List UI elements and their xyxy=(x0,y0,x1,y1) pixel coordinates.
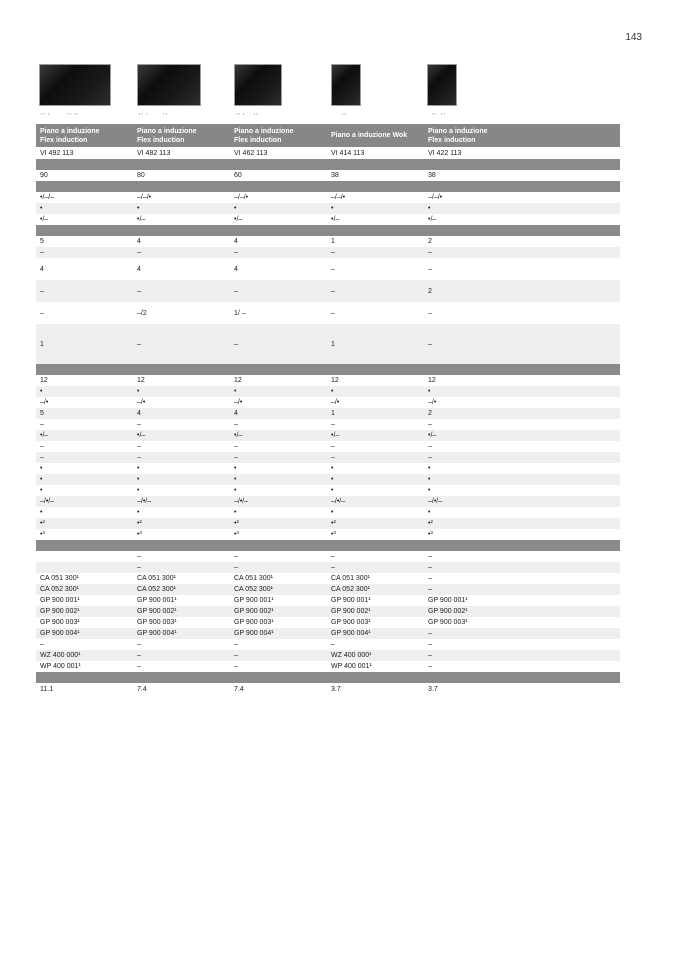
table-cell: •/– xyxy=(36,430,133,441)
table-cell: – xyxy=(133,562,230,573)
table-row xyxy=(36,452,620,463)
table-cell: •³ xyxy=(137,531,142,538)
table-cell: 80 xyxy=(137,172,145,179)
table-cell: • xyxy=(137,509,140,516)
table-row xyxy=(36,628,620,639)
table-row xyxy=(36,639,620,650)
table-cell: – xyxy=(137,421,141,428)
table-cell: •³ xyxy=(331,531,336,538)
table-cell: –/• xyxy=(137,399,146,406)
table-cell: – xyxy=(36,247,133,258)
table-cell: •² xyxy=(230,518,327,529)
table-cell: 12 xyxy=(40,377,48,384)
table-cell: • xyxy=(428,509,431,516)
table-cell: GP 900 002¹ xyxy=(327,606,424,617)
table-row xyxy=(36,375,620,386)
product-name: Piano a induzione Flex induction xyxy=(36,124,133,147)
table-cell: 12 xyxy=(137,377,145,384)
table-row xyxy=(36,419,620,430)
table-cell: GP 900 003¹ xyxy=(234,619,274,626)
table-cell: • xyxy=(327,203,424,214)
table-row xyxy=(36,408,620,419)
table-cell: – xyxy=(133,452,230,463)
table-cell: •/– xyxy=(327,430,424,441)
table-row xyxy=(36,430,620,441)
table-cell: – xyxy=(234,553,238,560)
cooktop-image xyxy=(234,64,282,106)
table-cell: WZ 400 000¹ xyxy=(36,650,133,661)
table-cell: – xyxy=(428,663,432,670)
table-cell: – xyxy=(424,584,620,595)
table-cell: 38 xyxy=(428,172,436,179)
page-number: 143 xyxy=(625,32,642,43)
table-cell: GP 900 001¹ xyxy=(137,597,177,604)
table-cell: 2 xyxy=(424,408,620,419)
table-cell: WZ 400 000¹ xyxy=(327,650,424,661)
table-cell: • xyxy=(133,386,230,397)
product-name-header-row xyxy=(36,124,620,147)
table-cell: – xyxy=(230,247,327,258)
table-cell: GP 900 002¹ xyxy=(424,606,620,617)
table-cell: 5 xyxy=(36,408,133,419)
table-cell: – xyxy=(36,280,133,302)
table-cell: 4 xyxy=(40,265,44,273)
control-marks: ▪▪ ▪ ▪▪ xyxy=(236,111,259,116)
table-cell: 1 xyxy=(331,238,335,245)
table-row xyxy=(36,192,620,203)
table-cell: – xyxy=(230,452,327,463)
table-cell: 2 xyxy=(424,280,620,302)
table-cell: • xyxy=(230,386,327,397)
table-row xyxy=(36,584,620,595)
table-row xyxy=(36,551,620,562)
table-cell: – xyxy=(331,443,335,450)
table-cell: 7.4 xyxy=(234,686,244,693)
table-cell: – xyxy=(36,452,133,463)
table-row xyxy=(36,683,620,696)
table-cell: – xyxy=(327,280,424,302)
table-cell: WP 400 001¹ xyxy=(40,663,81,670)
table-cell: – xyxy=(331,641,335,648)
table-cell: • xyxy=(230,203,327,214)
table-cell: –/•/– xyxy=(327,496,424,507)
table-cell: GP 900 004¹ xyxy=(133,628,230,639)
table-row xyxy=(36,606,620,617)
table-row xyxy=(36,280,620,302)
table-cell: CA 051 300¹ xyxy=(331,575,370,582)
table-cell: – xyxy=(428,553,432,560)
table-cell: – xyxy=(133,280,230,302)
cooktop-image xyxy=(39,64,111,106)
table-cell: – xyxy=(137,663,141,670)
table-cell: •/– xyxy=(137,216,146,223)
section-divider xyxy=(36,540,620,551)
section-divider xyxy=(36,672,620,683)
table-cell: GP 900 003¹ xyxy=(40,619,80,626)
control-marks: ▪▪ xyxy=(342,111,347,116)
cooktop-image xyxy=(137,64,201,106)
section-divider xyxy=(36,159,620,170)
table-cell: •/– xyxy=(424,430,620,441)
table-cell: 12 xyxy=(331,377,339,384)
table-cell: – xyxy=(40,309,44,317)
product-image-2 xyxy=(137,64,201,116)
product-images xyxy=(36,64,620,120)
table-cell: 5 xyxy=(40,238,44,245)
table-cell: – xyxy=(331,309,335,317)
table-row xyxy=(36,386,620,397)
table-cell: 90 xyxy=(40,172,48,179)
product-image-3 xyxy=(234,64,282,116)
table-row xyxy=(36,441,620,452)
table-cell: – xyxy=(327,452,424,463)
table-cell: CA 052 300¹ xyxy=(327,584,424,595)
table-cell: • xyxy=(234,487,237,494)
table-row xyxy=(36,595,620,606)
table-cell: 4 xyxy=(230,408,327,419)
table-cell: 38 xyxy=(331,172,339,179)
table-cell: CA 052 300¹ xyxy=(36,584,133,595)
table-row xyxy=(36,617,620,628)
table-row xyxy=(36,258,620,280)
table-cell: – xyxy=(428,641,432,648)
table-cell: • xyxy=(331,465,334,472)
table-cell: •/– xyxy=(331,216,340,223)
table-cell: – xyxy=(234,443,238,450)
table-row xyxy=(36,507,620,518)
table-cell: 4 xyxy=(137,238,141,245)
table-cell: – xyxy=(40,443,44,450)
table-cell: –/2 xyxy=(137,309,147,317)
table-row xyxy=(36,302,620,324)
table-cell: • xyxy=(327,474,424,485)
table-cell: – xyxy=(133,650,230,661)
table-cell: • xyxy=(234,465,237,472)
table-cell: GP 900 003¹ xyxy=(331,619,371,626)
table-cell: – xyxy=(230,324,327,364)
table-row xyxy=(36,661,620,672)
model-number: VI 492 113 xyxy=(40,149,74,157)
table-cell: – xyxy=(40,641,44,648)
table-cell: 60 xyxy=(234,172,242,179)
table-cell: CA 051 300¹ xyxy=(40,575,79,582)
model-number: VI 422 113 xyxy=(428,149,462,157)
section-divider-bar xyxy=(36,181,620,192)
product-image-5 xyxy=(427,64,457,116)
table-cell: •/– xyxy=(234,216,243,223)
table-cell: GP 900 003¹ xyxy=(428,619,468,626)
table-cell: – xyxy=(424,650,620,661)
cooktop-image xyxy=(331,64,361,106)
table-cell: – xyxy=(424,628,620,639)
table-cell: 3.7 xyxy=(331,686,341,693)
product-image-1 xyxy=(39,64,111,116)
table-cell: 12 xyxy=(234,377,242,384)
table-cell: •/– xyxy=(133,430,230,441)
table-cell: • xyxy=(331,509,334,516)
product-image-4 xyxy=(331,64,361,116)
table-cell: GP 900 002¹ xyxy=(230,606,327,617)
table-row xyxy=(36,203,620,214)
table-cell: • xyxy=(424,386,620,397)
table-cell: • xyxy=(424,474,620,485)
section-divider-bar xyxy=(36,540,620,551)
table-cell: – xyxy=(327,562,424,573)
table-cell: –/•/– xyxy=(133,496,230,507)
table-cell: – xyxy=(137,443,141,450)
table-cell: • xyxy=(424,203,620,214)
table-cell: 1 xyxy=(327,324,424,364)
table-cell: –/–/• xyxy=(428,194,443,201)
table-cell: CA 052 300¹ xyxy=(230,584,327,595)
control-marks: ▪▪ ▪ ▪▪ xyxy=(139,111,168,116)
table-cell: • xyxy=(428,465,431,472)
model-number: VI 482 113 xyxy=(137,149,171,157)
table-cell: CA 051 300¹ xyxy=(234,575,273,582)
table-cell: – xyxy=(331,421,335,428)
table-row xyxy=(36,214,620,225)
table-cell: 4 xyxy=(133,408,230,419)
table-cell: – xyxy=(331,265,335,273)
table-cell: – xyxy=(428,443,432,450)
table-cell: GP 900 004¹ xyxy=(36,628,133,639)
table-cell: • xyxy=(133,203,230,214)
section-divider-bar xyxy=(36,225,620,236)
table-cell: GP 900 004¹ xyxy=(327,628,424,639)
section-divider-bar xyxy=(36,364,620,375)
table-cell: –/• xyxy=(234,399,243,406)
table-cell: – xyxy=(230,650,327,661)
table-cell: –/•/– xyxy=(424,496,620,507)
table-cell: – xyxy=(40,421,44,428)
table-cell: 4 xyxy=(137,265,141,273)
table-cell: –/• xyxy=(331,399,340,406)
table-cell: –/• xyxy=(428,399,437,406)
table-cell: • xyxy=(137,487,140,494)
table-cell: GP 900 002¹ xyxy=(133,606,230,617)
product-name: Piano a induzione Flex induction xyxy=(133,124,230,147)
table-cell: – xyxy=(230,280,327,302)
table-cell: •² xyxy=(36,518,133,529)
table-cell: •/– xyxy=(40,216,49,223)
table-row xyxy=(36,496,620,507)
table-cell: –/• xyxy=(40,399,49,406)
table-cell: –/•/– xyxy=(36,496,133,507)
table-cell: 7.4 xyxy=(137,686,147,693)
table-cell: • xyxy=(327,386,424,397)
section-divider xyxy=(36,364,620,375)
table-cell: –/–/• xyxy=(331,194,346,201)
table-cell: •³ xyxy=(40,531,45,538)
table-cell: 4 xyxy=(234,238,238,245)
section-divider-bar xyxy=(36,159,620,170)
table-cell: – xyxy=(424,562,620,573)
table-cell: •/– xyxy=(230,430,327,441)
table-row xyxy=(36,463,620,474)
control-marks: ▪▪ ▪▪ xyxy=(432,111,446,116)
table-row xyxy=(36,247,620,258)
table-cell: • xyxy=(137,465,140,472)
table-cell: 11.1 xyxy=(40,686,54,693)
table-cell: GP 900 003¹ xyxy=(137,619,177,626)
table-row xyxy=(36,474,620,485)
table-cell: • xyxy=(234,509,237,516)
table-cell: –/•/– xyxy=(230,496,327,507)
table-cell: GP 900 004¹ xyxy=(230,628,327,639)
table-cell: GP 900 001¹ xyxy=(234,597,274,604)
table-cell: 1 xyxy=(327,408,424,419)
table-row xyxy=(36,518,620,529)
table-cell: – xyxy=(137,641,141,648)
table-cell: – xyxy=(428,575,432,582)
table-cell: • xyxy=(331,487,334,494)
table-cell: •² xyxy=(424,518,620,529)
table-cell: 4 xyxy=(234,265,238,273)
table-cell: – xyxy=(428,421,432,428)
model-number-row xyxy=(36,147,620,159)
product-name: Piano a induzione Flex induction xyxy=(230,124,327,147)
table-cell: – xyxy=(428,309,432,317)
table-cell: • xyxy=(36,203,133,214)
table-cell: CA 052 300¹ xyxy=(133,584,230,595)
table-cell: • xyxy=(36,386,133,397)
table-cell: •² xyxy=(133,518,230,529)
table-cell: •² xyxy=(327,518,424,529)
table-cell: – xyxy=(424,247,620,258)
spec-table xyxy=(36,124,620,696)
table-cell: – xyxy=(133,247,230,258)
product-name: Piano a induzione Flex induction xyxy=(424,124,620,147)
table-cell: – xyxy=(327,247,424,258)
table-cell: GP 900 001¹ xyxy=(331,597,371,604)
table-cell: –/–/• xyxy=(234,194,249,201)
table-row xyxy=(36,324,620,364)
table-cell: • xyxy=(40,509,43,516)
product-name: Piano a induzione Wok xyxy=(327,124,424,147)
table-cell: – xyxy=(234,641,238,648)
table-cell: – xyxy=(133,324,230,364)
table-cell: •/– xyxy=(428,216,437,223)
table-cell: 12 xyxy=(428,377,436,384)
table-cell: • xyxy=(428,487,431,494)
table-cell xyxy=(36,562,133,573)
table-row xyxy=(36,529,620,540)
section-divider-bar xyxy=(36,672,620,683)
table-cell: – xyxy=(230,562,327,573)
table-cell: –/–/• xyxy=(137,194,152,201)
table-row xyxy=(36,562,620,573)
table-row xyxy=(36,573,620,584)
section-divider xyxy=(36,225,620,236)
table-cell: – xyxy=(424,452,620,463)
table-cell: WP 400 001¹ xyxy=(331,663,372,670)
table-cell: – xyxy=(424,324,620,364)
table-cell: • xyxy=(36,474,133,485)
table-row xyxy=(36,397,620,408)
table-cell: CA 051 300¹ xyxy=(137,575,176,582)
table-cell: 2 xyxy=(428,238,432,245)
section-divider xyxy=(36,181,620,192)
table-cell: • xyxy=(40,465,43,472)
table-cell: – xyxy=(234,421,238,428)
table-cell: – xyxy=(428,265,432,273)
table-cell: – xyxy=(331,553,335,560)
table-row xyxy=(36,170,620,181)
table-cell: GP 900 001¹ xyxy=(428,597,468,604)
control-marks: ▪▪ ▪ ▪▪ ▪▪ xyxy=(41,111,80,116)
cooktop-image xyxy=(427,64,457,106)
table-cell: • xyxy=(230,474,327,485)
table-cell: •/–/– xyxy=(40,194,55,201)
model-number: VI 462 113 xyxy=(234,149,268,157)
table-row xyxy=(36,650,620,661)
table-cell: • xyxy=(133,474,230,485)
model-number: VI 414 113 xyxy=(331,149,365,157)
table-cell: – xyxy=(137,553,141,560)
table-cell: 1/ – xyxy=(234,309,246,317)
table-cell: •³ xyxy=(428,531,433,538)
table-cell: 1 xyxy=(36,324,133,364)
table-cell: GP 900 002¹ xyxy=(36,606,133,617)
table-cell: • xyxy=(40,487,43,494)
table-row xyxy=(36,485,620,496)
table-row xyxy=(36,236,620,247)
table-cell: •³ xyxy=(234,531,239,538)
table-cell: 3.7 xyxy=(428,686,438,693)
table-cell: – xyxy=(234,663,238,670)
table-cell xyxy=(36,551,133,562)
table-cell: GP 900 001¹ xyxy=(40,597,80,604)
